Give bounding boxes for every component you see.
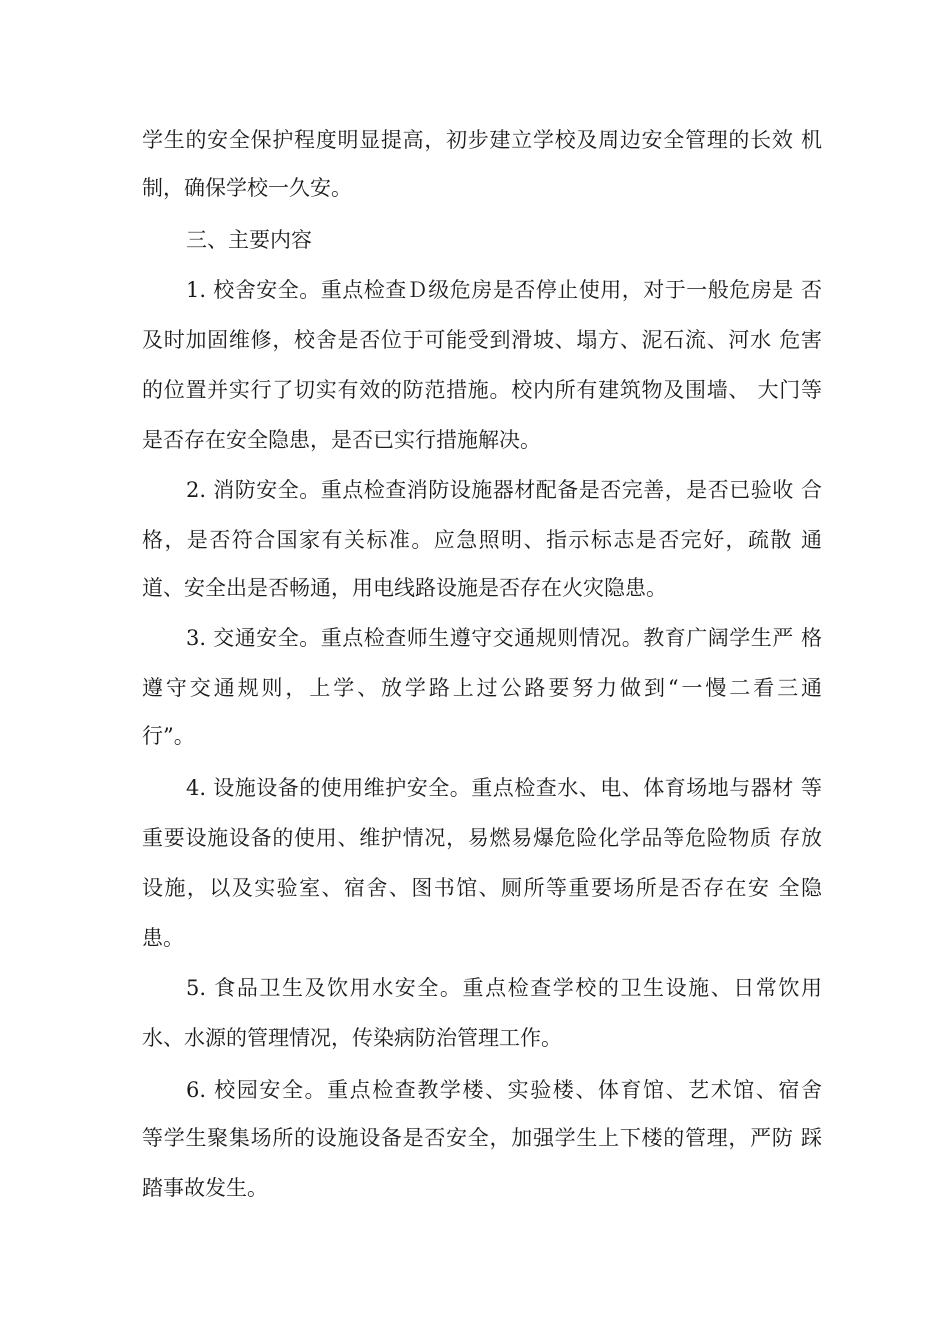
- paragraph-line: 遵守交通规则，上学、放学路上过公路要努力做到“一慢二看三通: [142, 676, 822, 700]
- paragraph-line: 等学生聚集场所的设施设备是否安全，加强学生上下楼的管理，严防 踩: [142, 1126, 822, 1150]
- paragraph-line: 学生的安全保护程度明显提高，初步建立学校及周边安全管理的长效 机: [142, 128, 822, 152]
- paragraph-line: 重要设施设备的使用、维护情况，易燃易爆危险化学品等危险物质 存放: [142, 826, 822, 850]
- paragraph-line: 是否存在安全隐患，是否已实行措施解决。: [142, 428, 541, 452]
- paragraph-line: 行”。: [142, 724, 195, 748]
- paragraph-line: 患。: [142, 926, 184, 950]
- paragraph-line: 6. 校园安全。重点检查教学楼、实验楼、体育馆、艺术馆、宿舍: [186, 1078, 822, 1102]
- paragraph-line: 2. 消防安全。重点检查消防设施器材配备是否完善，是否已验收 合: [186, 478, 822, 502]
- paragraph-line: 踏事故发生。: [142, 1176, 268, 1200]
- paragraph-line: 5. 食品卫生及饮用水安全。重点检查学校的卫生设施、日常饮用: [186, 976, 822, 1000]
- paragraph-line: 设施，以及实验室、宿舍、图书馆、厕所等重要场所是否存在安 全隐: [142, 876, 822, 900]
- paragraph-line: 格，是否符合国家有关标准。应急照明、指示标志是否完好，疏散 通: [142, 528, 822, 552]
- section-heading: 三、主要内容: [186, 228, 312, 252]
- paragraph-line: 的位置并实行了切实有效的防范措施。校内所有建筑物及围墙、 大门等: [142, 378, 822, 402]
- paragraph-line: 水、水源的管理情况，传染病防治管理工作。: [142, 1026, 562, 1050]
- paragraph-line: 道、安全出是否畅通，用电线路设施是否存在火灾隐患。: [142, 576, 667, 600]
- paragraph-line: 制，确保学校一久安。: [142, 176, 352, 200]
- paragraph-line: 1. 校舍安全。重点检查Ｄ级危房是否停止使用，对于一般危房是 否: [186, 278, 822, 302]
- paragraph-line: 3. 交通安全。重点检查师生遵守交通规则情况。教育广阔学生严 格: [186, 626, 822, 650]
- paragraph-line: 4. 设施设备的使用维护安全。重点检查水、电、体育场地与器材 等: [186, 776, 822, 800]
- paragraph-line: 及时加固维修，校舍是否位于可能受到滑坡、塌方、泥石流、河水 危害: [142, 328, 822, 352]
